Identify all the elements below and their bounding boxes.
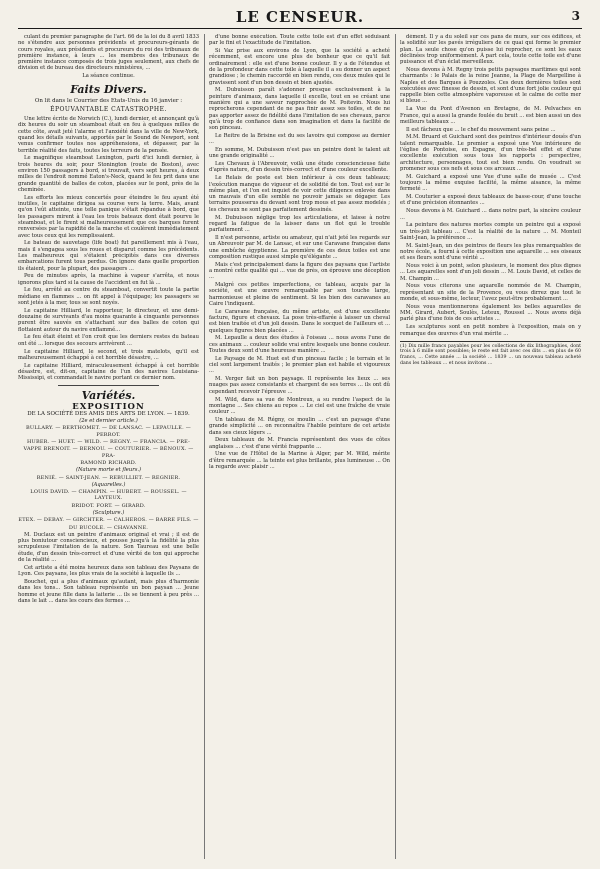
paragraph: Nous vous citerons une aquarelle nommée de M. Champin, représentant un site de la Provence, ou vous dirrez que tout le monde, et sous-même, lecteur, l'avez peut-être probablement ... — [400, 283, 581, 303]
page-number: 3 — [571, 9, 580, 23]
paragraph: M. Dubuisson néglige trop les articulations, et laisse à notre regard la fatigue de la laisser dans un flot qui le trouble parfaitement ... — [209, 214, 390, 234]
paragraph: M. Guichard a exposé une Vue d'une salle de musée ... C'est toujours la même exquise facilité, la même aisance, la même fermeté ... — [400, 173, 581, 193]
artist-line: VAPPE BRENOIT. — BERNOU. — COUTURIER. — BÉNOUX. — PRA- — [23, 446, 194, 459]
exposition-subtitle: DE LA SOCIÉTÉ DES AMIS DES ARTS DE LYON. — 1839. — [27, 410, 190, 417]
section-title-faits-divers: Faits Divers. — [70, 82, 147, 96]
artist-line: BULLARY. — BERTHOMET. — DE LANSAC. — LEPAULLE. — PERROT. — [26, 425, 191, 438]
masthead — [18, 8, 582, 29]
column-2 — [209, 34, 390, 859]
paragraph: Le Caravane française, du même artiste, est d'une excellente facture, figure et chevaux. La pose très-effarée à laisser un cheval est bien traitée et d'un joli dessin. Dans le socquet de l'ailleurs et ... quelques figures bien placées ... — [209, 308, 390, 334]
paragraph: Nous devons à M. Regny trois petits paysages maritimes qui sont charmants : le Palais de la reine Jeanne, la Plage de Margelline à Naples et des Barques à Pouzzoles. Ces deux dernières toiles sont exécutées avec finesse de dessin, et sont d'une fort jolie couleur qui rappelle bien cette atmosphère vaporeuse et le calme de cette mer si bleue ... — [400, 66, 581, 105]
paragraph: Le capitaine Hilliard, le rapporteur, le directeur, et une demi-douzaine de survivants d'au moins quarante à cinquante personnes purent être sauvés en s'attachant sur des balles de coton qui flottaient autour du navire enflammé... — [18, 307, 199, 333]
artist-line: ETEX. — DEBAY. — GIRCHTER. — CALHEROS. — BARRE FILS. — — [18, 517, 199, 524]
category-label: (Nature morte et fleurs.) — [75, 467, 142, 474]
paragraph: Le feu, arrêté au centre du steamboat, convertit toute la partie médiane en flammes ... on fit appel à l'équipage; les passagers se sont jetés à la mer, tous se sont noyés. — [18, 287, 199, 306]
column-3 — [400, 34, 581, 859]
paragraph: culant du premier paragraphe de l'art. 66 de la loi du 8 avril 1833 ne s'étendre aux personnes prévidents et procureurs-gérants de cours royales, aux présidents et procureurs du roi des tribunaux de première instance, à leurs ... les membres des tribunaux de première instance composés de trois juges seulement, aux chefs de division et de bureau des directeurs ministères, ... — [18, 34, 199, 72]
paragraph: M. Lepaulle a deux des études à l'oiseau ... nous avons l'une de ces animaux ... couleur solide vrai entre lesquels une bonne couleur. Toutes deux sont d'une heureuse manière ... — [209, 335, 390, 354]
artist-line: DU BUCOLE. — CHAVANNE. — [68, 524, 149, 531]
footnote: (1) Dix mille francs payables pour les collections de dix lithographies, dont trois à 6 mille sont possibles; le reste est fait avec ces dits ... en plus de 60 francs, ... Cette année ... la société ... 1839 ... un nouveau tableau acheté dans les tableaux ... et nous invitons ... — [400, 341, 581, 366]
section-title-varietes: Variétés. — [81, 388, 136, 402]
paragraph: Peu de minutes après, la machine à vapeur s'arrêta, et nous ignorons plus tard si la cause de l'accident en fut là ... — [18, 273, 199, 286]
paragraph: M. Dubuisson paraît s'adonner presque exclusivement à la peinture d'animaux, dans laquelle il excelle, tout en se créant une manière qui a une saveur rapprochée de M. Poitevin. Nous lui reprocherons cependant de ne pas finir assez ses toiles, et de ne pas apporter assez de fidélité dans l'imitation de ses chevaux, parce qu'à trop de confiance dans son imagination et dans la facilité de son pinceau. — [209, 87, 390, 132]
paragraph: Le magnifique steamboat Lexington, parti d'ici lundi dernier, à trois heures du soir, pour Stonington (route de Boston), avec environ 150 passagers à bord, si trouvait, vers sept heures, à deux milles de l'endroit nommé Eaton's-Neck, quand le feu prit dans une grande quantité de balles de coton, placées sur le pont, près de la cheminée. — [18, 155, 199, 193]
paragraph: Bouchet, qui a plus d'animaux qu'autant, mais plus d'harmonie dans les tons... Son tableau représente un bon paysan ... Jeune homme et jeune fille dans la laiterie ... ils se tiennent à peu près ... dans le lait ... dans les cours des fermes ... — [18, 578, 199, 604]
artist-line: BAMOND RICHARD. — [80, 459, 137, 466]
paragraph: M. Verger fait un bon paysage. Il représente les lieux ... ses nuages pas assez consistants et chargent de ses terres ... ils ont dû cependant recevoir l'épreuve ... — [209, 376, 390, 395]
section-subtitle: On lit dans le Courrier des Etats-Unis du 16 janvier : — [34, 97, 183, 104]
paragraph: Le bateau de sauvetage (life boat) fut pareillement mis à l'eau, mais il s'engagea sous les roues et disparut comme les précédents. Les malheureux qui s'étaient précipités dans ces diverses embarcations furent tous perdus. On ignore dans quelle proportion ils étaient, pour la plupart, des passagers ... — [18, 240, 199, 272]
paragraph: M. Saint-Jean, un des peintres de fleurs les plus remarquables de notre école, a fourni à cette exposition une aquarelle ... ses oiseaux et ses fleurs sont d'une vérité ... — [400, 242, 581, 262]
paragraph: Malgré ces petites imperfections, ce tableau, acquis par la société, est une œuvre remarquable par son touche large, harmonieuse et pleine de sentiment. Si les bien des caravanes au Caire l'indiquent. — [209, 281, 390, 307]
paragraph: La séance continue. — [82, 73, 135, 80]
category-label: (Sculpture.) — [92, 510, 125, 516]
paragraph: Nous vous mentionnerons également les belles aquarelles de MM. Girard, Aubert, Soulès, Leteux, Roussel ... Nous avons déjà parlé plus d'une fois de ces artistes ... — [400, 303, 581, 323]
artist-line: LOUIS DAVID. — CHAMPIN. — HUBERT. — ROUSSEL. — LAYTEUX. — [30, 489, 187, 502]
paragraph: M. Wild, dans sa vue de Montreux, a su rendre l'aspect de la montagne ... Ses chiens au repos ... Le ciel est une fraîche de vraie couleur ... — [209, 396, 390, 416]
paragraph: Le Paysage de M. Huet est d'un pinceau facile ; le terrain et le ciel sont largement traités ; le premier plan est habile et vigoureux ... — [209, 355, 390, 375]
paragraph: Le capitaine Hilliard, miraculeusement échappé à cet horrible désastre, est, dit-on, capitaine de l'un des navires Louisiana-Mississipi, et commandait le navire portant ce dernier nom. — [18, 362, 199, 382]
paragraph: Nous devons à M. Guichard ... dans notre part, la sincère couleur ... — [400, 208, 581, 221]
paragraph: d'une bonne exécution. Toute cette toile est d'un effet séduisant par le fini et l'exactitude de l'imitation. — [209, 34, 390, 47]
column-1 — [18, 34, 199, 859]
paragraph: Un tableau de M. Régny, ce moulin ... c'est un paysage d'une grande simplicité ... on reconnaîtra l'habile peinture de cet artiste dans ses cieux légers ... — [209, 416, 390, 436]
paragraph: Les sculptures sont en petit nombre à l'exposition, mais on y remarque des œuvres d'un vrai mérite ... — [400, 324, 581, 337]
paragraph: Le capitaine Hilliard, le second, et trois matelots, qu'il est malheureusement échappé à cet horrible désastre, ... — [18, 348, 199, 361]
paragraph: Les Chevaux à l'Abreuvoir, voilà une étude consciencieuse faite d'après nature, d'un dessin très-correct et d'une couleur excellente. — [209, 161, 390, 174]
paragraph: Le Relais de poste est bien inférieur à ces deux tableaux; l'exécution manque de vigueur et de solidité de ton. Tout est sur le même plan, et l'on est inquiet de voir cette diligence enlevée dans un mauvais d'un elle semble ne pouvoir jamais se dégager. Les terrains pousserus du devant sont trop mous et pas assez modelés ; les chevaux ne sont pas parfaitement dessinés. — [209, 175, 390, 213]
paragraph: Cet artiste a été moins heureux dans son tableau des Paysans de Lyon. Ces paysans, les plus vrais de la société à laquelle ils ... — [18, 564, 199, 578]
columns — [18, 34, 582, 859]
paragraph: dément. Il y a du soleil sur ces pans de murs, sur ces édifices, et la solidité sur les pavés irréguliers de ce quai qui forme le premier plan. La seule chose qu'on puisse lui reprocher, ce sont les eaux déclinées trop uniformément. À part cela, toute cette toile est d'une puissance et d'un éclat merveilleux. — [400, 34, 581, 66]
exposition-title: EXPOSITION — [72, 401, 145, 412]
paragraph: M.M. Bruard et Guichard sont des peintres d'intérieur doués d'un talent remarquable. Le premier a exposé une Vue intérieure de l'église de Pontoise, en Espagne, d'un très-bel effet et d'une excellente exécution sous tous les rapports : perspective, architecture, personnages, tout est bien rendu. On voudrait se promener sous ces nefs et sous ces arceaux ... — [400, 134, 581, 172]
exposition-note: (2e et dernier article.) — [79, 418, 138, 425]
headline: ÉPOUVANTABLE CATASTROPHE. — [50, 105, 167, 113]
paragraph: Le feu était éteint et l'on croit que les derniers restes du bateau ont été ... lorsque des secours arrivèrent ... — [18, 334, 199, 347]
paragraph: Une vue de l'Hôtel de la Marine à Alger, par M. Wild, mérite d'être remarquée ... la teinte est plus brillante, plus lumineuse ... On la regarde avec plaisir ... — [209, 451, 390, 470]
paragraph: La peinture des natures mortes compte un peintre qui a exposé un très-joli tableau ... C'est la réalité de la nature ... M. Monteil Saint-Jean, la préférence ... — [400, 222, 581, 241]
divider — [58, 385, 159, 386]
artist-line: BRIDOT. FORT. — GIRARD. — [71, 502, 146, 509]
artist-line: HUBER. — HUET. — WILD. — REGNY. — FRANCIA. — PRE- — [26, 439, 191, 446]
category-label: (Aquarelles.) — [91, 481, 126, 488]
paragraph: Les efforts les mieux concertés pour éteindre le feu ayant été inutiles, le capitaine dirigea sa course vers la terre. Mais, avant qu'on l'eût atteinte, une telle panique s'était répandue à bord, que les passagers mirent à l'eau les trois bateaux dont était pourvu le steamboat, et le firent si malheureusement que ces barques furent renversées par la rapidité de la marche et coulèrent immédiatement avec tous ceux qui les remplissaient. — [18, 194, 199, 239]
paragraph: M. Duclaux est un peintre d'animaux original et vrai ; il est de plus boniutour consciencieux, et pousse jusqu'à la fidélité la plus scrupuleuse l'imitation de la nature. Son Taureau est une belle étude, d'un dessin très-correct et d'une vérité de ton qui approche de la réalité ... — [18, 531, 199, 564]
paragraph: En somme, M. Dubuisson n'est pas un peintre dont le talent ait une grande originalité ... — [209, 147, 390, 160]
paragraph: Deux tableaux de M. Francia représentent des vues de côtes anglaises ... c'est d'une vérité frappante ... — [209, 437, 390, 450]
newspaper-title: LE CENSEUR. — [235, 8, 365, 26]
paragraph: Mais c'est principalement dans la figure des paysans que l'artiste a montré cette qualité qui ... vue de près, on éprouve une déception ... — [209, 261, 390, 281]
newspaper-page — [18, 8, 582, 863]
paragraph: M. Couturier a exposé deux tableaux de basse-cour, d'une touche et d'une précision étonnantes ... — [400, 194, 581, 207]
paragraph: Si Vaz prise aux environs de Lyon, que la société a acheté récemment, est encore une plus de bonheur que ce qu'il fait ordinairement : elle est d'une bonne couleur. Il y a de l'étendue et de la profondeur dans cette toile à laquelle il a su donner un aspect grandiose ; le chemin raccordé en bien rendu, ces deux mules qui le gravissent sont d'un bon dessin et bien ajustés. — [209, 48, 390, 86]
artist-line: RENIÉ. — SAINT-JEAN. — REBULLIET. — REGNIER. — [36, 474, 181, 481]
paragraph: Le Reitre de la Brisine est du ses lavoirs qui compose au dernier ... — [209, 132, 390, 146]
paragraph: Une lettre écrite de Norwich (C.), lundi dernier, et annonçant qu'à dix heures du soir un steamboat était en feu à quelques milles de cette côte, avait jeté l'alarme et l'anxiété dans la ville de New-York, quand les détails suivants, apportés par le Sound de Newport, sont venus confirmer toutes nos appréhensions, et dépasser, par la terrible réalité des faits, toutes les terreurs de la pensée. — [18, 116, 199, 154]
paragraph: La Vue du Pont d'Avenon en Bretagne, de M. Pelvaches en France, qui a aussi la grande foulée du bruit ... est bien aussi un des meilleurs tableaux ... — [400, 106, 581, 125]
paragraph: Il est fâcheux que ... le chef du mouvement sans peine ... — [406, 126, 556, 133]
paragraph: Nous voici à un point, selon plusieurs, le moment des plus dignes ... Les aquarelles sont d'un joli dessin ... M. Louis David, et celles de M. Champin ... — [400, 263, 581, 282]
paragraph: Il n'est personne, artiste ou amateur, qui n'ait jeté les regards sur un Abreuvoir par M. de Lansac, et sur une Caravane française dans une embûche égyptienne. La première de ces deux toiles est une composition rustique aussi simple qu'élégante ... — [209, 234, 390, 260]
